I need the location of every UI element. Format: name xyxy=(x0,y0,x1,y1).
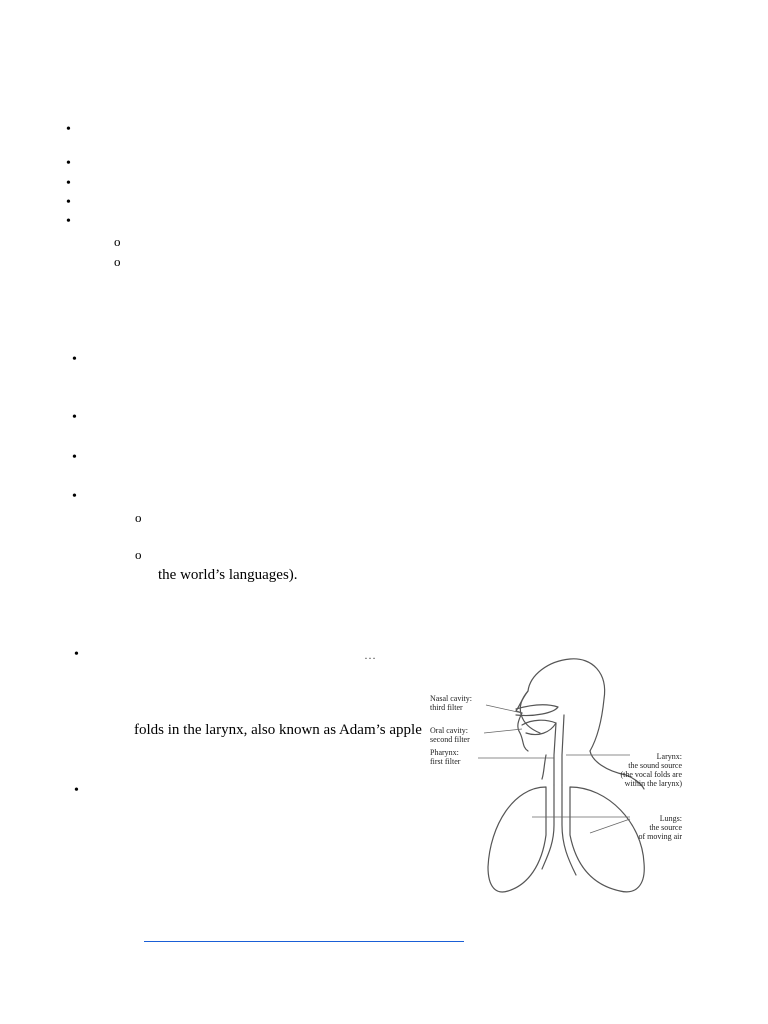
right-lung xyxy=(570,787,644,892)
bullet-marker: • xyxy=(72,489,77,504)
oral-cavity-label: Oral cavity: xyxy=(430,726,468,735)
sub-bullet-marker: o xyxy=(114,254,121,269)
bullet-marker: • xyxy=(74,783,79,798)
bullet-marker: • xyxy=(66,122,71,137)
hyperlink-underline[interactable] xyxy=(144,941,464,942)
sub-bullet-marker: o xyxy=(114,234,121,249)
bullet-marker: • xyxy=(72,352,77,367)
bullet-marker: • xyxy=(72,450,77,465)
trachea xyxy=(542,785,554,869)
lungs-sublabel-1: the source xyxy=(649,823,682,832)
neck-front xyxy=(542,755,546,779)
pharynx-sublabel: first filter xyxy=(430,757,461,766)
larynx-text: folds in the larynx, also known as Adam’s apple xyxy=(134,722,422,738)
larynx-sublabel-2: (the vocal folds are xyxy=(620,770,682,779)
languages-text: the world’s languages). xyxy=(158,567,298,583)
nasal-cavity-sublabel: third filter xyxy=(430,703,463,712)
nasal-cavity-label: Nasal cavity: xyxy=(430,694,472,703)
larynx-sublabel-3: within the larynx) xyxy=(624,779,682,788)
ellipsis: … xyxy=(364,648,376,662)
bullet-marker: • xyxy=(66,195,71,210)
sub-bullet-marker: o xyxy=(135,510,142,525)
nasal-cavity xyxy=(516,705,558,716)
bullet-marker: • xyxy=(66,156,71,171)
face-profile xyxy=(516,691,528,751)
bullet-marker: • xyxy=(66,176,71,191)
pharynx-label: Pharynx: xyxy=(430,748,459,757)
sub-bullet-marker: o xyxy=(135,547,142,562)
larynx-sublabel-1: the sound source xyxy=(628,761,682,770)
left-lung xyxy=(488,787,546,892)
bullet-marker: • xyxy=(72,410,77,425)
speech-anatomy-diagram xyxy=(430,655,702,900)
oral-cavity-sublabel: second filter xyxy=(430,735,470,744)
bullet-marker: • xyxy=(74,647,79,662)
bullet-marker: • xyxy=(66,214,71,229)
lungs-sublabel-2: of moving air xyxy=(638,832,682,841)
lungs-label: Lungs: xyxy=(659,814,682,823)
pharynx xyxy=(554,723,556,785)
larynx-label: Larynx: xyxy=(656,752,682,761)
